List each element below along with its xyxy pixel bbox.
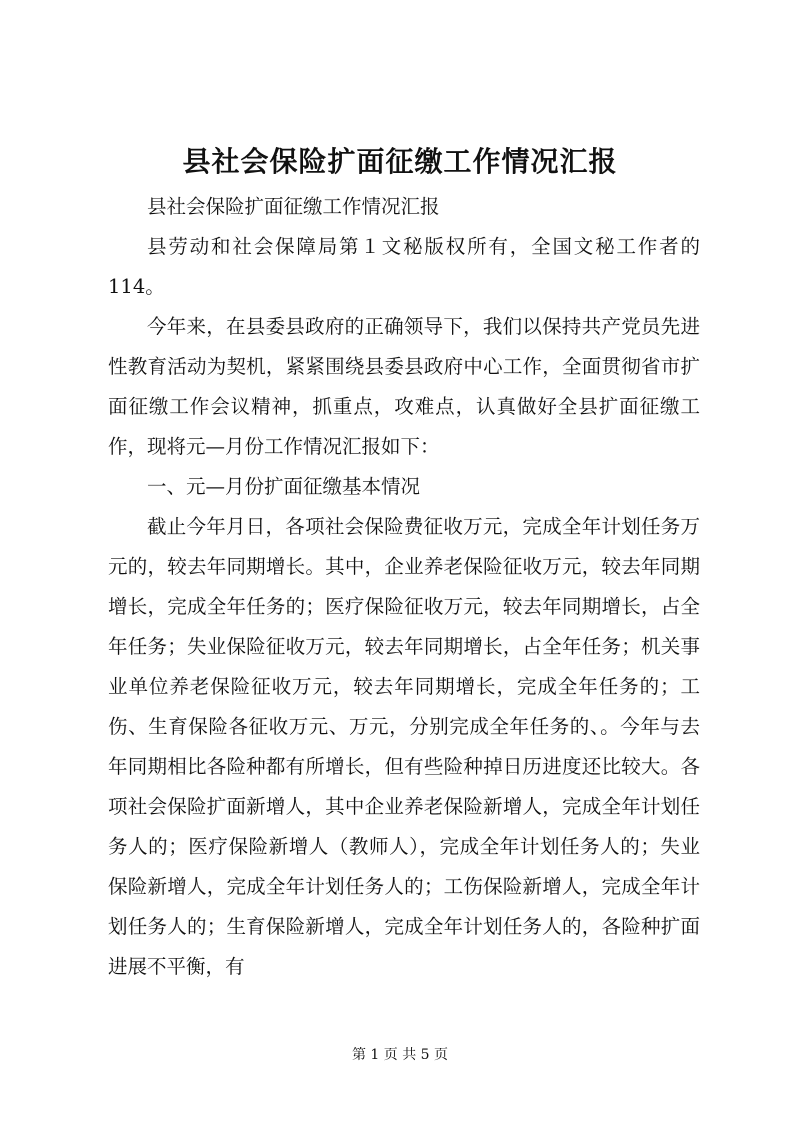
paragraph-subtitle: 县社会保险扩面征缴工作情况汇报 <box>147 195 440 218</box>
paragraph-intro: 今年来，在县委县政府的正确领导下，我们以保持共产党员先进性教育活动为契机，紧紧围绕县委县政府中心工作，全面贯彻省市扩面征缴工作会议精神，抓重点，攻难点，认真做好全县扩面征缴工作，现将元—月份工作情况汇报如下： <box>108 315 700 458</box>
document-title: 县社会保险扩面征缴工作情况汇报 <box>182 145 618 178</box>
paragraph-copyright: 县劳动和社会保障局第１文秘版权所有，全国文秘工作者的114。 <box>108 235 700 298</box>
document-body <box>108 187 700 987</box>
page-footer: 第 1 页 共 5 页 <box>351 1047 449 1063</box>
paragraph-statistics: 截止今年月日，各项社会保险费征收万元，完成全年计划任务万元的，较去年同期增长。其中，企业养老保险征收万元，较去年同期增长，完成全年任务的；医疗保险征收万元，较去年同期增长，占全年任务；失业保险征收万元，较去年同期增长，占全年任务；机关事业单位养老保险征收万元，较去年同期增长，完成全年任务的；工伤、生育保险各征收万元、万元，分别完成全年任务的、。今年与去年同期相比各险种都有所增长，但有些险种掉日历进度还比较大。各项社会保险扩面新增人，其中企业养老保险新增人，完成全年计划任务人的；医疗保险新增人（教师人），完成全年计划任务人的；失业保险新增人，完成全年计划任务人的；工伤保险新增人，完成全年计划任务人的；生育保险新增人，完成全年计划任务人的，各险种扩面进展不平衡，有 <box>108 515 700 978</box>
section-heading: 一、元—月份扩面征缴基本情况 <box>147 475 421 498</box>
